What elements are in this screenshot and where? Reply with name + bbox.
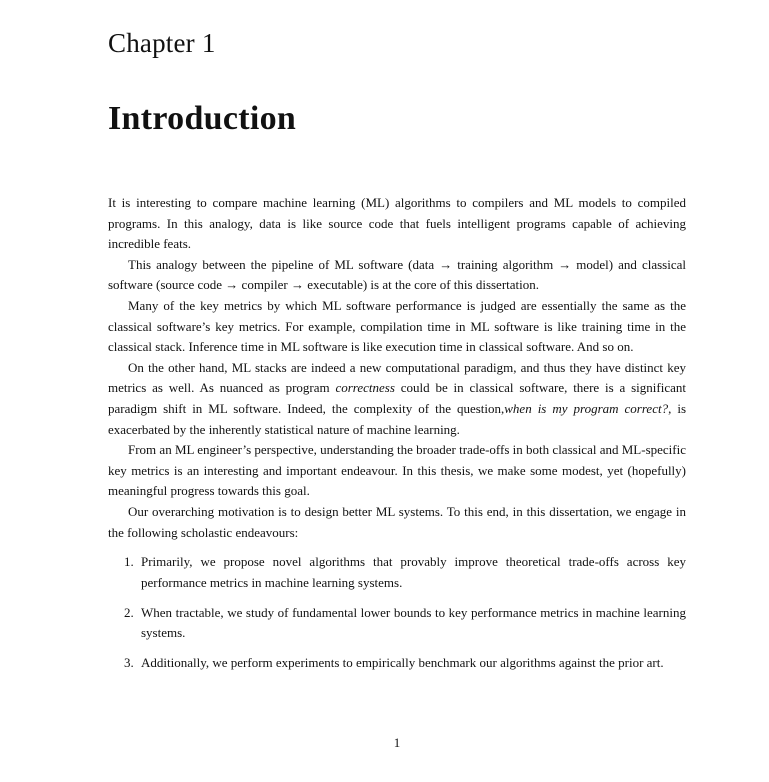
list-item-text: Primarily, we propose novel algorithms that provably improve theoretical trade-offs across key performance metrics in machine learning systems. [141, 554, 686, 590]
list-item [108, 552, 686, 593]
list-item-text: Additionally, we perform experiments to empirically benchmark our algorithms against the prior art. [141, 655, 664, 671]
list-item-text: When tractable, we study of fundamental lower bounds to key performance metrics in machine learning systems. [141, 604, 686, 641]
contribution-list [108, 552, 686, 674]
paragraph-new-paradigm-italic1: correctness [335, 380, 395, 396]
paragraph-new-paradigm [108, 358, 686, 440]
paragraph-new-paradigm-part2: could be in classical software, there is a significant paradigm shift in ML software. Indeed, the complexity of the question, [108, 380, 686, 416]
document-page [108, 0, 686, 782]
chapter-title: Introduction [108, 100, 297, 137]
list-item-number: 3. [124, 655, 134, 671]
paragraph-pipeline: This analogy between the pipeline of ML software (data → training algorithm → model) and classical software (source code → compiler → executable) is at the core of this dissertation. [108, 256, 686, 293]
paragraph-new-paradigm-italic2: when is my program correct? [504, 400, 669, 416]
list-item-number: 1. [124, 554, 134, 570]
body-text [108, 193, 686, 684]
chapter-label: Chapter 1 [108, 28, 216, 58]
list-item [108, 603, 686, 644]
list-item-number: 2. [124, 604, 134, 620]
paragraph-engineer-perspective: From an ML engineer’s perspective, understanding the broader trade-offs in both classical and ML-specific key metrics is an interesting and important endeavour. In this thesis, we make some modest, yet (hopefully) meaningful progress towards this goal. [108, 442, 686, 499]
paragraph-key-metrics: Many of the key metrics by which ML software performance is judged are essentially the same as the classical software’s key metrics. For example, compilation time in ML software is like training time in the classical stack. Inference time in ML software is like execution time in classical software. And so on. [108, 297, 686, 355]
paragraph-new-paradigm-part3: , is exacerbated by the inherently statistical nature of machine learning. [108, 400, 687, 437]
paragraph-motivation: Our overarching motivation is to design better ML systems. To this end, in this dissertation, we engage in the following scholastic endeavours: [108, 503, 686, 540]
list-item [108, 653, 686, 674]
paragraph-analogy: It is interesting to compare machine learning (ML) algorithms to compilers and ML models to compiled programs. In this analogy, data is like source code that fuels intelligent programs capable of achieving incredible feats. [108, 195, 686, 252]
paragraph-new-paradigm-part1: On the other hand, ML stacks are indeed a new computational paradigm, and thus they have distinct key metrics as well. As nuanced as program [108, 359, 686, 396]
page-number: 1 [393, 735, 401, 750]
